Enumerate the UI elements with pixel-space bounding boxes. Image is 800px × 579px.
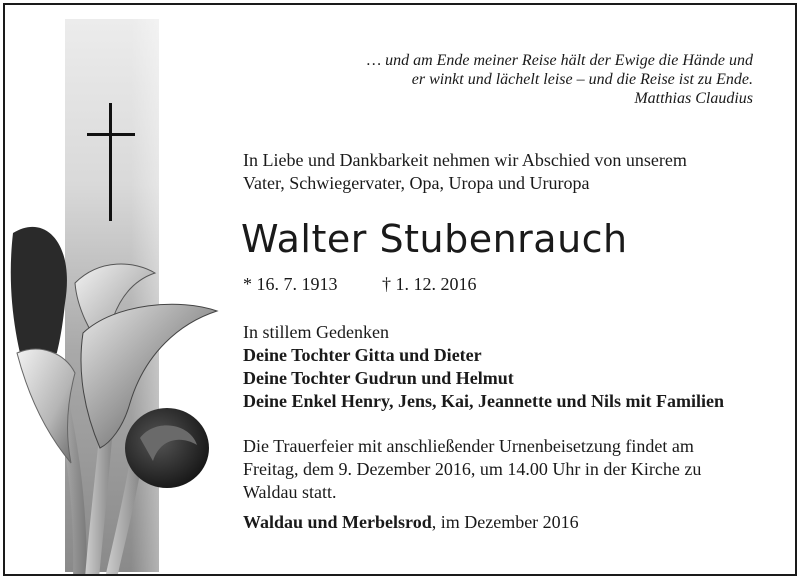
quote-line: er winkt und lächelt leise – und die Reise ist zu Ende. xyxy=(411,71,753,88)
deceased-name: Walter Stubenrauch xyxy=(241,217,628,261)
intro-line: In Liebe und Dankbarkeit nehmen wir Abschied von unserem xyxy=(243,150,687,170)
place-names: Waldau und Merbelsrod xyxy=(243,512,432,532)
mourner-line: Deine Tochter Gudrun und Helmut xyxy=(243,368,514,388)
quote xyxy=(293,51,753,108)
intro-text xyxy=(243,149,759,195)
ceremony-line: Waldau statt. xyxy=(243,482,337,502)
quote-author: Matthias Claudius xyxy=(634,90,753,107)
cross-icon xyxy=(87,103,135,221)
calla-lily-icon xyxy=(5,213,225,576)
death-date: † 1. 12. 2016 xyxy=(382,274,477,294)
obituary-notice xyxy=(3,3,797,576)
notice-date: , im Dezember 2016 xyxy=(431,512,579,532)
memory-heading: In stillem Gedenken xyxy=(243,322,389,342)
quote-line: … und am Ende meiner Reise hält der Ewige die Hände und xyxy=(366,52,753,69)
birth-date: * 16. 7. 1913 xyxy=(243,274,338,294)
life-dates xyxy=(243,273,477,295)
place-and-date xyxy=(243,511,579,534)
ceremony-line: Freitag, dem 9. Dezember 2016, um 14.00 Uhr in der Kirche zu xyxy=(243,459,702,479)
mourner-line: Deine Tochter Gitta und Dieter xyxy=(243,345,482,365)
mourner-line: Deine Enkel Henry, Jens, Kai, Jeannette und Nils mit Familien xyxy=(243,391,725,411)
ceremony-info xyxy=(243,435,759,504)
intro-line: Vater, Schwiegervater, Opa, Uropa und Ururopa xyxy=(243,173,590,193)
mourners-block xyxy=(243,321,763,413)
ceremony-line: Die Trauerfeier mit anschließender Urnenbeisetzung findet am xyxy=(243,436,694,456)
